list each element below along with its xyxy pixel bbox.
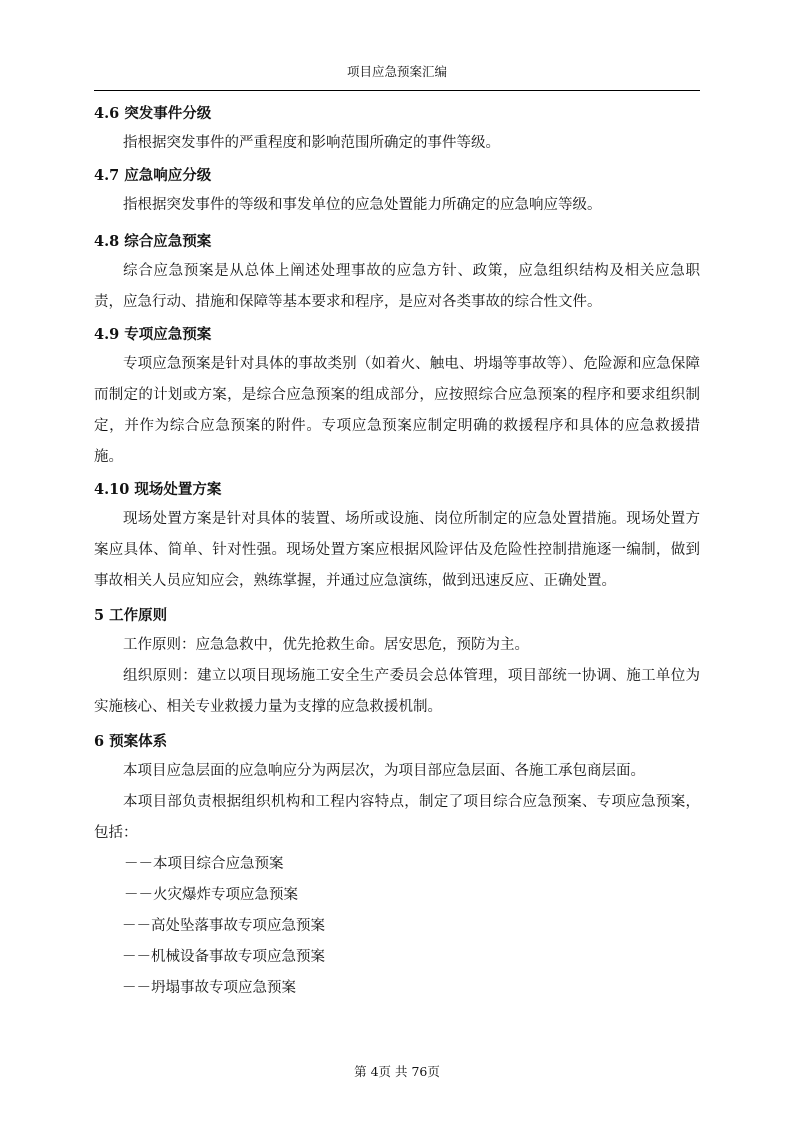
list-item: －－坍塌事故专项应急预案 [122, 980, 296, 996]
page-number-footer: 第 4页 共 76页 [354, 1064, 440, 1079]
header-divider [94, 90, 700, 91]
section-heading-4-8: 4.8 综合应急预案 [94, 233, 212, 250]
paragraph: 本项目应急层面的应急响应分为两层次，为项目部应急层面、各施工承包商层面。 [123, 763, 645, 779]
paragraph: 本项目部负责根据组织机构和工程内容特点，制定了项目综合应急预案、专项应急预案，包括： [94, 794, 700, 841]
list-item: －－本项目综合应急预案 [124, 856, 284, 872]
paragraph: 专项应急预案是针对具体的事故类别（如着火、触电、坍塌等事故等）、危险源和应急保障而制定的计划或方案，是综合应急预案的组成部分，应按照综合应急预案的程序和要求组织制定，并作为综合应急预案的附件。专项应急预案应制定明确的救援程序和具体的应急救援措施。 [94, 356, 700, 465]
section-heading-4-7: 4.7 应急响应分级 [94, 167, 212, 184]
page-header-title: 项目应急预案汇编 [346, 64, 447, 79]
section-heading-4-10: 4.10 现场处置方案 [94, 481, 222, 498]
paragraph: 组织原则：建立以项目现场施工安全生产委员会总体管理，项目部统一协调、施工单位为实施核心、相关专业救援力量为支撑的应急救援机制。 [94, 668, 700, 715]
list-item: －－机械设备事故专项应急预案 [122, 949, 325, 965]
list-item: －－火灾爆炸专项应急预案 [124, 887, 298, 903]
section-heading-4-6: 4.6 突发事件分级 [94, 105, 212, 122]
paragraph: 综合应急预案是从总体上阐述处理事故的应急方针、政策，应急组织结构及相关应急职责，应急行动、措施和保障等基本要求和程序，是应对各类事故的综合性文件。 [94, 263, 700, 310]
paragraph: 现场处置方案是针对具体的装置、场所或设施、岗位所制定的应急处置措施。现场处置方案应具体、简单、针对性强。现场处置方案应根据风险评估及危险性控制措施逐一编制，做到事故相关人员应知应会，熟练掌握，并通过应急演练，做到迅速反应、正确处置。 [94, 511, 700, 589]
section-heading-4-9: 4.9 专项应急预案 [94, 326, 212, 343]
list-item: －－高处坠落事故专项应急预案 [122, 918, 325, 934]
section-heading-5: 5 工作原则 [94, 607, 168, 624]
paragraph: 工作原则：应急急救中，优先抢救生命。居安思危，预防为主。 [123, 637, 529, 653]
document-body [94, 100, 700, 1004]
paragraph: 指根据突发事件的等级和事发单位的应急处置能力所确定的应急响应等级。 [123, 197, 602, 213]
plan-list [94, 849, 700, 1004]
paragraph: 指根据突发事件的严重程度和影响范围所确定的事件等级。 [123, 135, 500, 151]
section-heading-6: 6 预案体系 [94, 733, 168, 750]
